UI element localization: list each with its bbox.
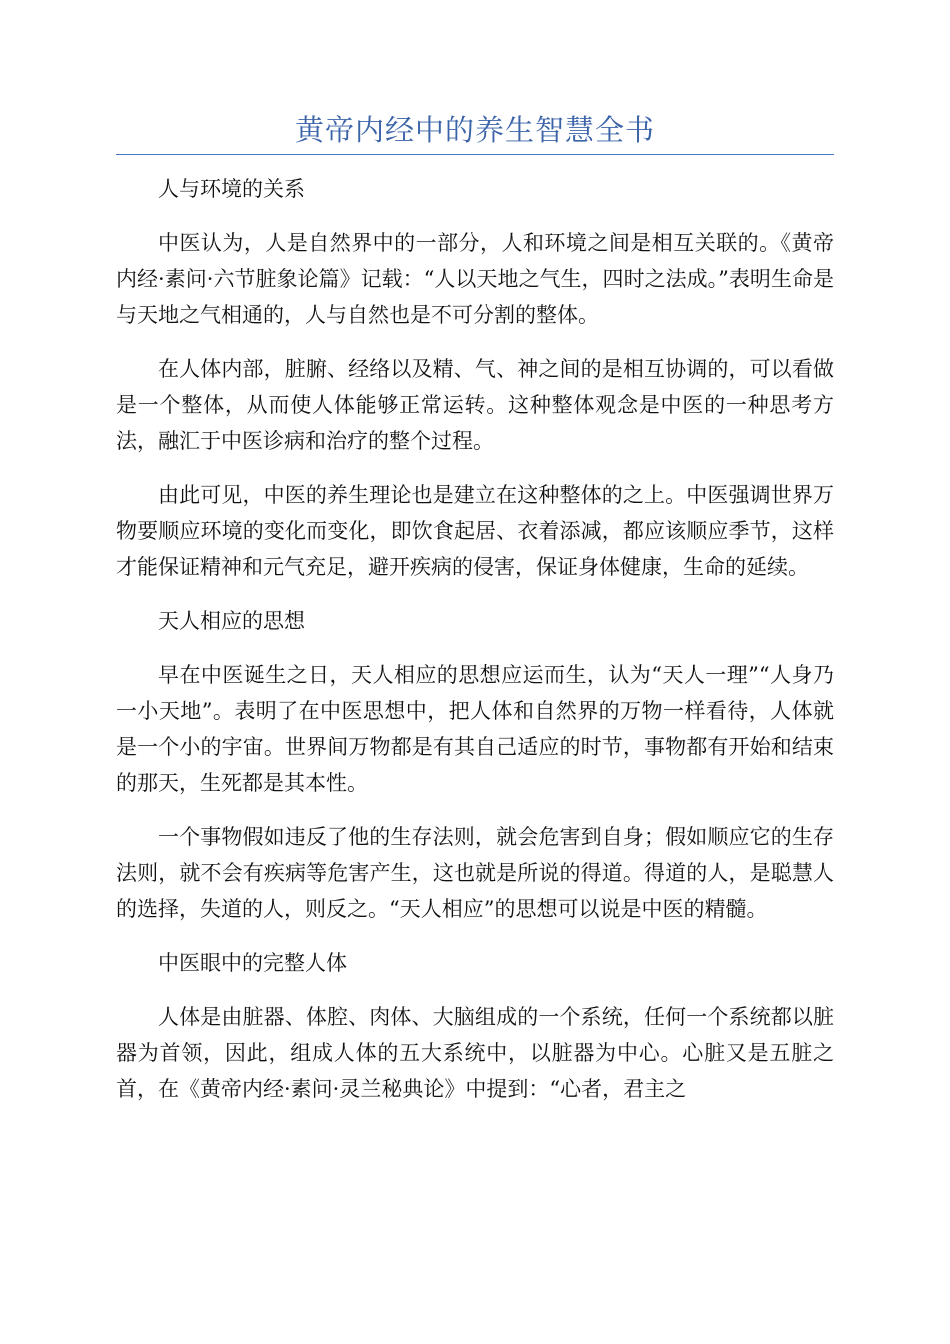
paragraph: 在人体内部，脏腑、经络以及精、气、神之间的是相互协调的，可以看做是一个整体，从而使人体能够正常运转。这种整体观念是中医的一种思考方法，融汇于中医诊病和治疗的整个过程。 — [116, 357, 834, 453]
paragraph: 人体是由脏器、体腔、肉体、大脑组成的一个系统，任何一个系统都以脏器为首领，因此，组成人体的五大系统中，以脏器为中心。心脏又是五脏之首，在《黄帝内经·素问·灵兰秘典论》中提到：“心者，君主之 — [116, 1005, 834, 1101]
section-heading-tianren: 天人相应的思想 — [158, 609, 305, 633]
section-heading-complete-body: 中医眼中的完整人体 — [158, 951, 347, 975]
paragraph: 一个事物假如违反了他的生存法则，就会危害到自身；假如顺应它的生存法则，就不会有疾病等危害产生，这也就是所说的得道。得道的人，是聪慧人的选择，失道的人，则反之。“天人相应”的思想可以说是中医的精髓。 — [116, 825, 834, 921]
paragraph: 早在中医诞生之日，天人相应的思想应运而生，认为“天人一理”“人身乃一小天地”。表明了在中医思想中，把人体和自然界的万物一样看待，人体就是一个小的宇宙。世界间万物都是有其自己适应的时节，事物都有开始和结束的那天，生死都是其本性。 — [116, 663, 834, 795]
document-title: 黄帝内经中的养生智慧全书 — [294, 113, 655, 147]
paragraph: 中医认为，人是自然界中的一部分，人和环境之间是相互关联的。《黄帝内经·素问·六节脏象论篇》记载：“人以天地之气生，四时之法成。”表明生命是与天地之气相通的，人与自然也是不可分割的整体。 — [116, 231, 834, 327]
paragraph: 由此可见，中医的养生理论也是建立在这种整体的之上。中医强调世界万物要顺应环境的变化而变化，即饮食起居、衣着添减，都应该顺应季节，这样才能保证精神和元气充足，避开疾病的侵害，保证身体健康，生命的延续。 — [116, 483, 834, 579]
title-divider — [116, 154, 834, 155]
document-body — [116, 171, 834, 1125]
section-heading-environment: 人与环境的关系 — [158, 177, 305, 201]
